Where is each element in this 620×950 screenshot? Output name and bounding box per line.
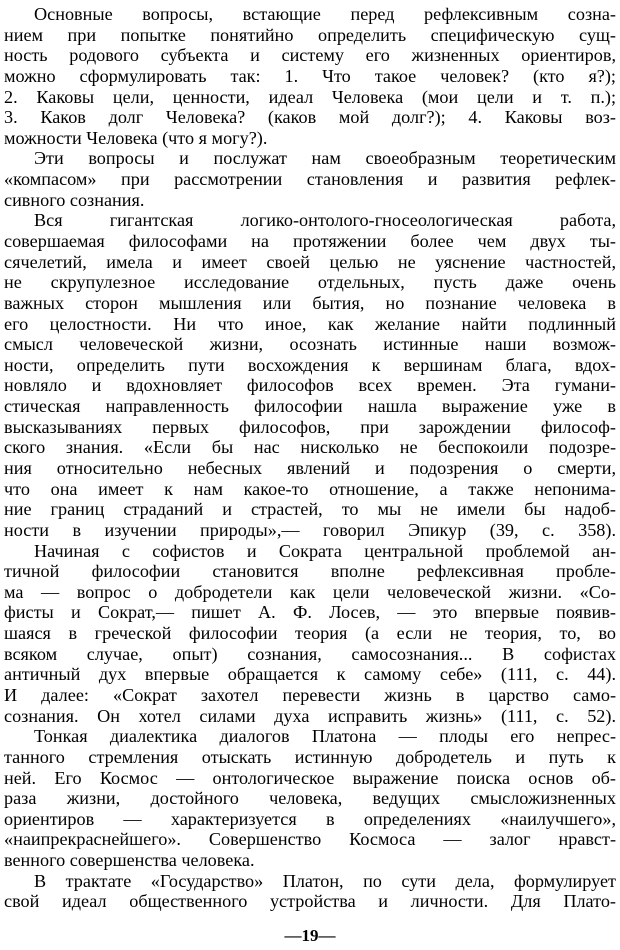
text-line: шаяся в греческой философии теория (а если не теория, то, во <box>4 623 616 644</box>
text-line: венного совершенства человека. <box>4 850 255 871</box>
text-line: ность родового субъекта и систему его жизненных ориентиров, <box>4 45 616 66</box>
text-line: не скрупулезное исследование отдельных, пусть даже очень <box>4 272 616 293</box>
text-line: раза жизни, достойного человека, ведущих смысложизненных <box>4 788 616 809</box>
text-line: ние границ страданий и страстей, то мы не имели бы надоб- <box>4 499 616 520</box>
text-line: можно сформулировать так: 1. Что такое человек? (кто я?); <box>4 65 616 86</box>
text-line: смысл человеческой жизни, осознать истинные наши возмож- <box>4 334 616 355</box>
text-line: его целостности. Ни что иное, как желание найти подлинный <box>4 313 616 334</box>
text-line: 2. Каковы цели, ценности, идеал Человека (мои цели и т. п.); <box>4 86 616 107</box>
text-line: Эти вопросы и послужат нам своеобразным теоретическим <box>34 148 616 169</box>
text-line: фисты и Сократ,— пишет А. Ф. Лосев, — это впервые появив- <box>4 602 616 623</box>
text-line: совершаемая философами на протяжении более чем двух ты- <box>4 231 616 251</box>
page-number: —19— <box>284 926 336 945</box>
text-line: «наипрекраснейшего». Совершенство Космоса — залог нравст- <box>4 829 616 850</box>
text-line: Начиная с софистов и Сократа центральной проблемой ан- <box>34 540 616 561</box>
text-line: 3. Каков долг Человека? (каков мой долг?); 4. Каковы воз- <box>4 107 616 128</box>
text-line: Тонкая диалектика диалогов Платона — плоды его непрес- <box>34 726 616 747</box>
text-line: «компасом» при рассмотрении становления и развития рефлек- <box>4 169 616 190</box>
text-line: стическая направленность философии нашла выражение уже в <box>4 396 616 417</box>
text-line: что она имеет к нам какое-то отношение, а также непонима- <box>4 478 616 499</box>
text-line: ния относительно небесных явлений и подозрения о смерти, <box>4 458 616 478</box>
text-line: В трактате «Государство» Платон, по сути дела, формулирует <box>34 870 616 891</box>
text-line: важных сторон мышления или бытия, но познание человека в <box>4 292 616 313</box>
text-line: можности Человека (что я могу?). <box>4 127 268 148</box>
text-line: сознания. Он хотел силами духа исправить жизнь» (111, с. 52). <box>4 705 616 726</box>
text-line: сивного сознания. <box>4 189 145 210</box>
text-line: сячелетий, имела и имеет своей целью не уяснение частностей, <box>4 251 616 272</box>
text-line: И далее: «Сократ захотел перевести жизнь в царство само- <box>4 685 616 705</box>
text-line: Вся гигантская логико-онтолого-гносеологическая работа, <box>34 210 616 231</box>
text-line: ней. Его Космос — онтологическое выражение поиска основ об- <box>4 767 616 788</box>
text-line: ности в изучении природы»,— говорил Эпикур (39, с. 358). <box>4 519 616 540</box>
text-line: всяком случае, опыт) сознания, самосознания... В софистах <box>4 643 616 664</box>
text-line: нием при попытке понятийно определить специфическую сущ- <box>4 24 616 45</box>
text-line: тичной философии становится вполне рефлексивная пробле- <box>4 561 616 582</box>
text-line: новляло и вдохновляет философов всех времен. Эта гумани- <box>4 375 616 396</box>
text-line: античный дух впервые обращается к самому себе» (111, с. 44). <box>4 664 616 685</box>
text-line: танного стремления отыскать истинную добродетель и путь к <box>4 746 616 767</box>
text-line: ориентиров — характеризуется в определениях «наилучшего», <box>4 808 616 829</box>
text-line: свой идеал общественного устройства и личности. Для Плато- <box>4 891 616 912</box>
text-line: ности, определить пути восхождения к вершинам блага, вдох- <box>4 354 616 375</box>
text-line: высказываниях первых философов, при зарождении философ- <box>4 416 616 437</box>
text-line: Основные вопросы, встающие перед рефлексивным созна- <box>34 4 616 24</box>
text-line: ского знания. «Если бы нас нисколько не беспокоили подозре- <box>4 437 616 458</box>
text-line: ма — вопрос о добродетели как цели человеческой жизни. «Со- <box>4 581 616 602</box>
